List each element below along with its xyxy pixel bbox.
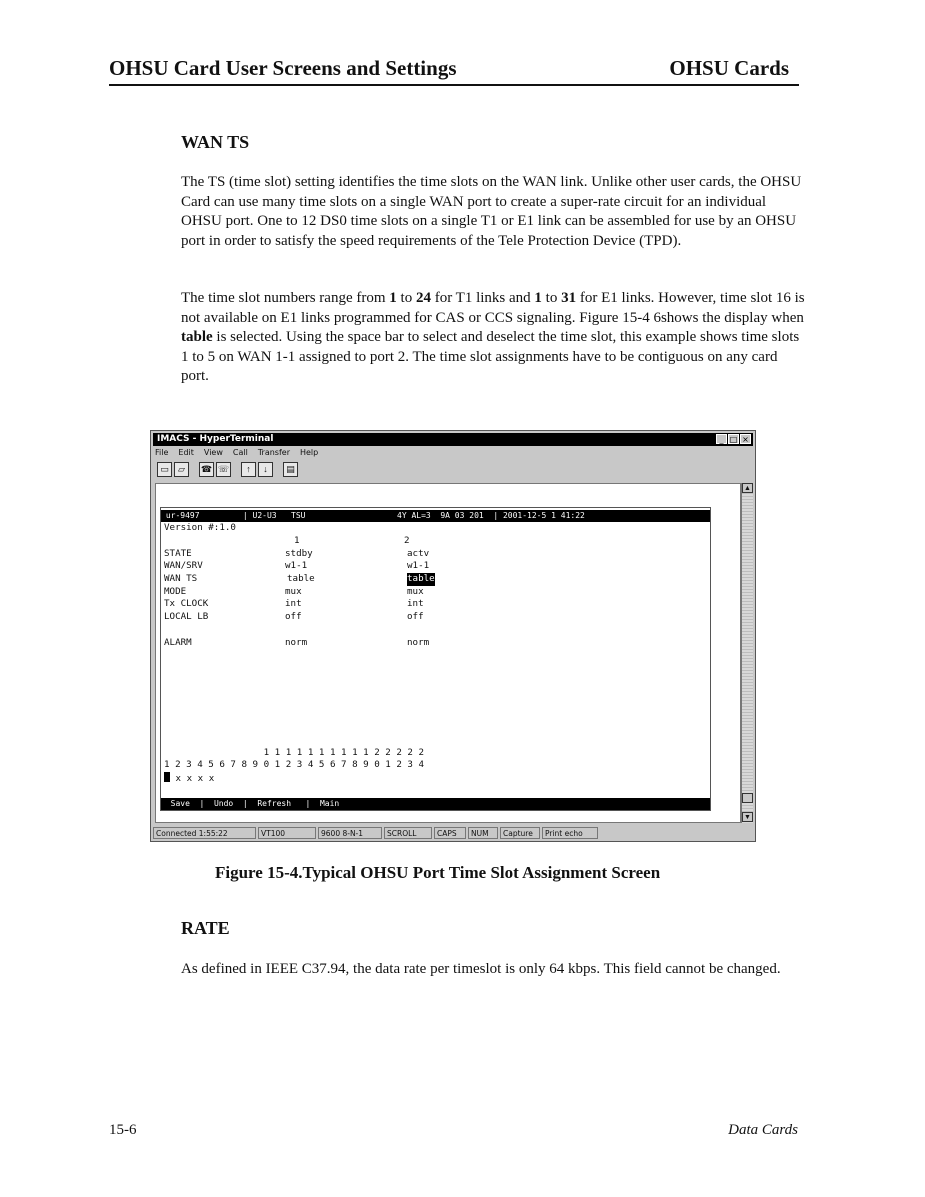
minimize-icon[interactable]: _ xyxy=(716,434,727,444)
page-number: 15-6 xyxy=(109,1122,137,1138)
scroll-down-icon[interactable]: ▼ xyxy=(742,812,753,822)
status-caps: CAPS xyxy=(434,827,466,839)
port-2-header: 2 xyxy=(404,535,410,546)
bold-run: 1 xyxy=(389,290,397,306)
properties-icon[interactable]: ▤ xyxy=(283,462,298,477)
wan-srv-port-2: w1-1 xyxy=(407,560,430,571)
alarm-port-1: norm xyxy=(285,637,308,648)
local-lb-port-1: off xyxy=(285,611,302,622)
bold-run: table xyxy=(181,329,213,345)
toolbar xyxy=(157,462,298,480)
status-scroll: SCROLL xyxy=(384,827,432,839)
paragraph-text: As defined in IEEE C37.94, the data rate per timeslot is only 64 kbps. This field cannot be changed. xyxy=(181,961,781,977)
maximize-icon[interactable]: □ xyxy=(729,435,738,444)
bold-run: 31 xyxy=(561,290,577,306)
row-label-tx-clock: Tx CLOCK xyxy=(164,598,209,609)
status-capture: Capture xyxy=(500,827,540,839)
text-run: is selected. Using the space bar to select and deselect the time slot, this example shows time slots 1 to 5 on WAN 1-1 assigned to port 2. The time slot assignments have to be contiguous on any card port. xyxy=(181,329,800,384)
header-title: OHSU Card User Screens and Settings xyxy=(109,56,457,80)
paragraph-text: The TS (time slot) setting identifies the time slots on the WAN link. Unlike other user cards, the OHSU Card can use many time slots on a single WAN port to create a super-rate circuit for an individual OHSU port. One to 12 DS0 time slots on a single T1 or E1 link can be assembled for use by an OHSU port in order to satisfy the speed requirements of the Tele Protection Device (TPD). xyxy=(181,174,802,249)
page-header xyxy=(109,56,799,86)
menu-transfer[interactable]: Transfer xyxy=(257,448,290,457)
row-label-mode: MODE xyxy=(164,586,187,597)
terminal-top-bar: ur-9497 | U2-U3 TSU 4Y AL=3 9A 03 201 | 2001-12-5 1 41:22 xyxy=(161,510,710,522)
bold-run: 24 xyxy=(415,290,431,306)
menu-view[interactable]: View xyxy=(203,448,223,457)
paragraph-time-slot-range xyxy=(181,289,806,387)
alarm-port-2: norm xyxy=(407,637,430,648)
figure-caption: Figure 15-4.Typical OHSU Port Time Slot Assignment Screen xyxy=(215,863,661,882)
row-label-wan-srv: WAN/SRV xyxy=(164,560,203,571)
menu-edit[interactable]: Edit xyxy=(178,448,194,457)
status-print-echo: Print echo xyxy=(542,827,598,839)
timeslot-tens-row: 1 1 1 1 1 1 1 1 1 1 2 2 2 2 2 xyxy=(164,747,424,758)
state-port-2: actv xyxy=(407,548,430,559)
close-icon[interactable]: × xyxy=(740,434,751,444)
wan-ts-port-2-selected[interactable]: table xyxy=(407,573,435,584)
window-controls xyxy=(716,434,751,444)
state-port-1: stdby xyxy=(285,548,313,559)
menu-bar xyxy=(153,447,318,459)
window-statusbar xyxy=(153,827,753,840)
text-run: for T1 links and xyxy=(430,290,535,306)
scroll-up-icon[interactable]: ▲ xyxy=(742,483,753,493)
menu-help[interactable]: Help xyxy=(299,448,319,457)
terminal-version: Version #:1.0 xyxy=(164,522,236,533)
timeslot-marks-row xyxy=(164,772,214,786)
open-icon[interactable]: ▱ xyxy=(174,462,189,477)
text-run: to xyxy=(396,290,416,306)
menu-file[interactable]: File xyxy=(155,448,169,457)
footer-chapter: Data Cards xyxy=(728,1122,798,1138)
status-emulation: VT100 xyxy=(258,827,316,839)
new-icon[interactable]: ▭ xyxy=(157,462,172,477)
window-titlebar xyxy=(153,433,753,446)
menu-call[interactable]: Call xyxy=(232,448,248,457)
paragraph-text xyxy=(181,289,806,387)
wan-srv-port-1: w1-1 xyxy=(285,560,308,571)
row-label-alarm: ALARM xyxy=(164,637,192,648)
phone-icon[interactable]: ☎ xyxy=(199,462,214,477)
port-1-header: 1 xyxy=(294,535,300,546)
timeslot-marks[interactable]: x x x x xyxy=(175,773,215,784)
section-title-wan-ts: WAN TS xyxy=(181,132,250,152)
send-icon[interactable]: ↑ xyxy=(241,462,256,477)
figure-terminal-window xyxy=(150,430,756,842)
status-baud: 9600 8-N-1 xyxy=(318,827,382,839)
row-label-wan-ts: WAN TS xyxy=(164,573,198,584)
disconnect-icon[interactable]: ☏ xyxy=(216,462,231,477)
row-label-local-lb: LOCAL LB xyxy=(164,611,209,622)
mode-port-2: mux xyxy=(407,586,424,597)
terminal-screen xyxy=(160,507,711,811)
window-title: IMACS - HyperTerminal xyxy=(157,434,274,444)
status-connected: Connected 1:55:22 xyxy=(153,827,256,839)
wan-ts-port-1: table xyxy=(287,573,315,584)
tx-clock-port-1: int xyxy=(285,598,302,609)
section-title-rate: RATE xyxy=(181,918,230,938)
text-run: The time slot numbers range from xyxy=(181,290,390,306)
text-run: for E1 links. However, time slot 16 is not available on E1 links programmed for CAS or CCS signaling. Figure 15-4 6shows the display when xyxy=(181,290,805,326)
terminal-bottom-bar[interactable]: Save | Undo | Refresh | Main xyxy=(161,798,710,810)
vertical-scrollbar[interactable] xyxy=(741,483,753,823)
timeslot-units-row: 1 2 3 4 5 6 7 8 9 0 1 2 3 4 5 6 7 8 9 0 1 2 3 4 xyxy=(164,759,424,770)
paragraph-rate xyxy=(181,960,806,980)
local-lb-port-2: off xyxy=(407,611,424,622)
status-num: NUM xyxy=(468,827,498,839)
paragraph-wan-ts-intro xyxy=(181,173,806,251)
receive-icon[interactable]: ↓ xyxy=(258,462,273,477)
terminal-cursor xyxy=(164,772,170,782)
header-chapter: OHSU Cards xyxy=(669,56,789,80)
scroll-thumb[interactable] xyxy=(742,793,753,803)
bold-run: 1 xyxy=(534,290,542,306)
row-label-state: STATE xyxy=(164,548,192,559)
tx-clock-port-2: int xyxy=(407,598,424,609)
mode-port-1: mux xyxy=(285,586,302,597)
text-run: to xyxy=(541,290,562,306)
